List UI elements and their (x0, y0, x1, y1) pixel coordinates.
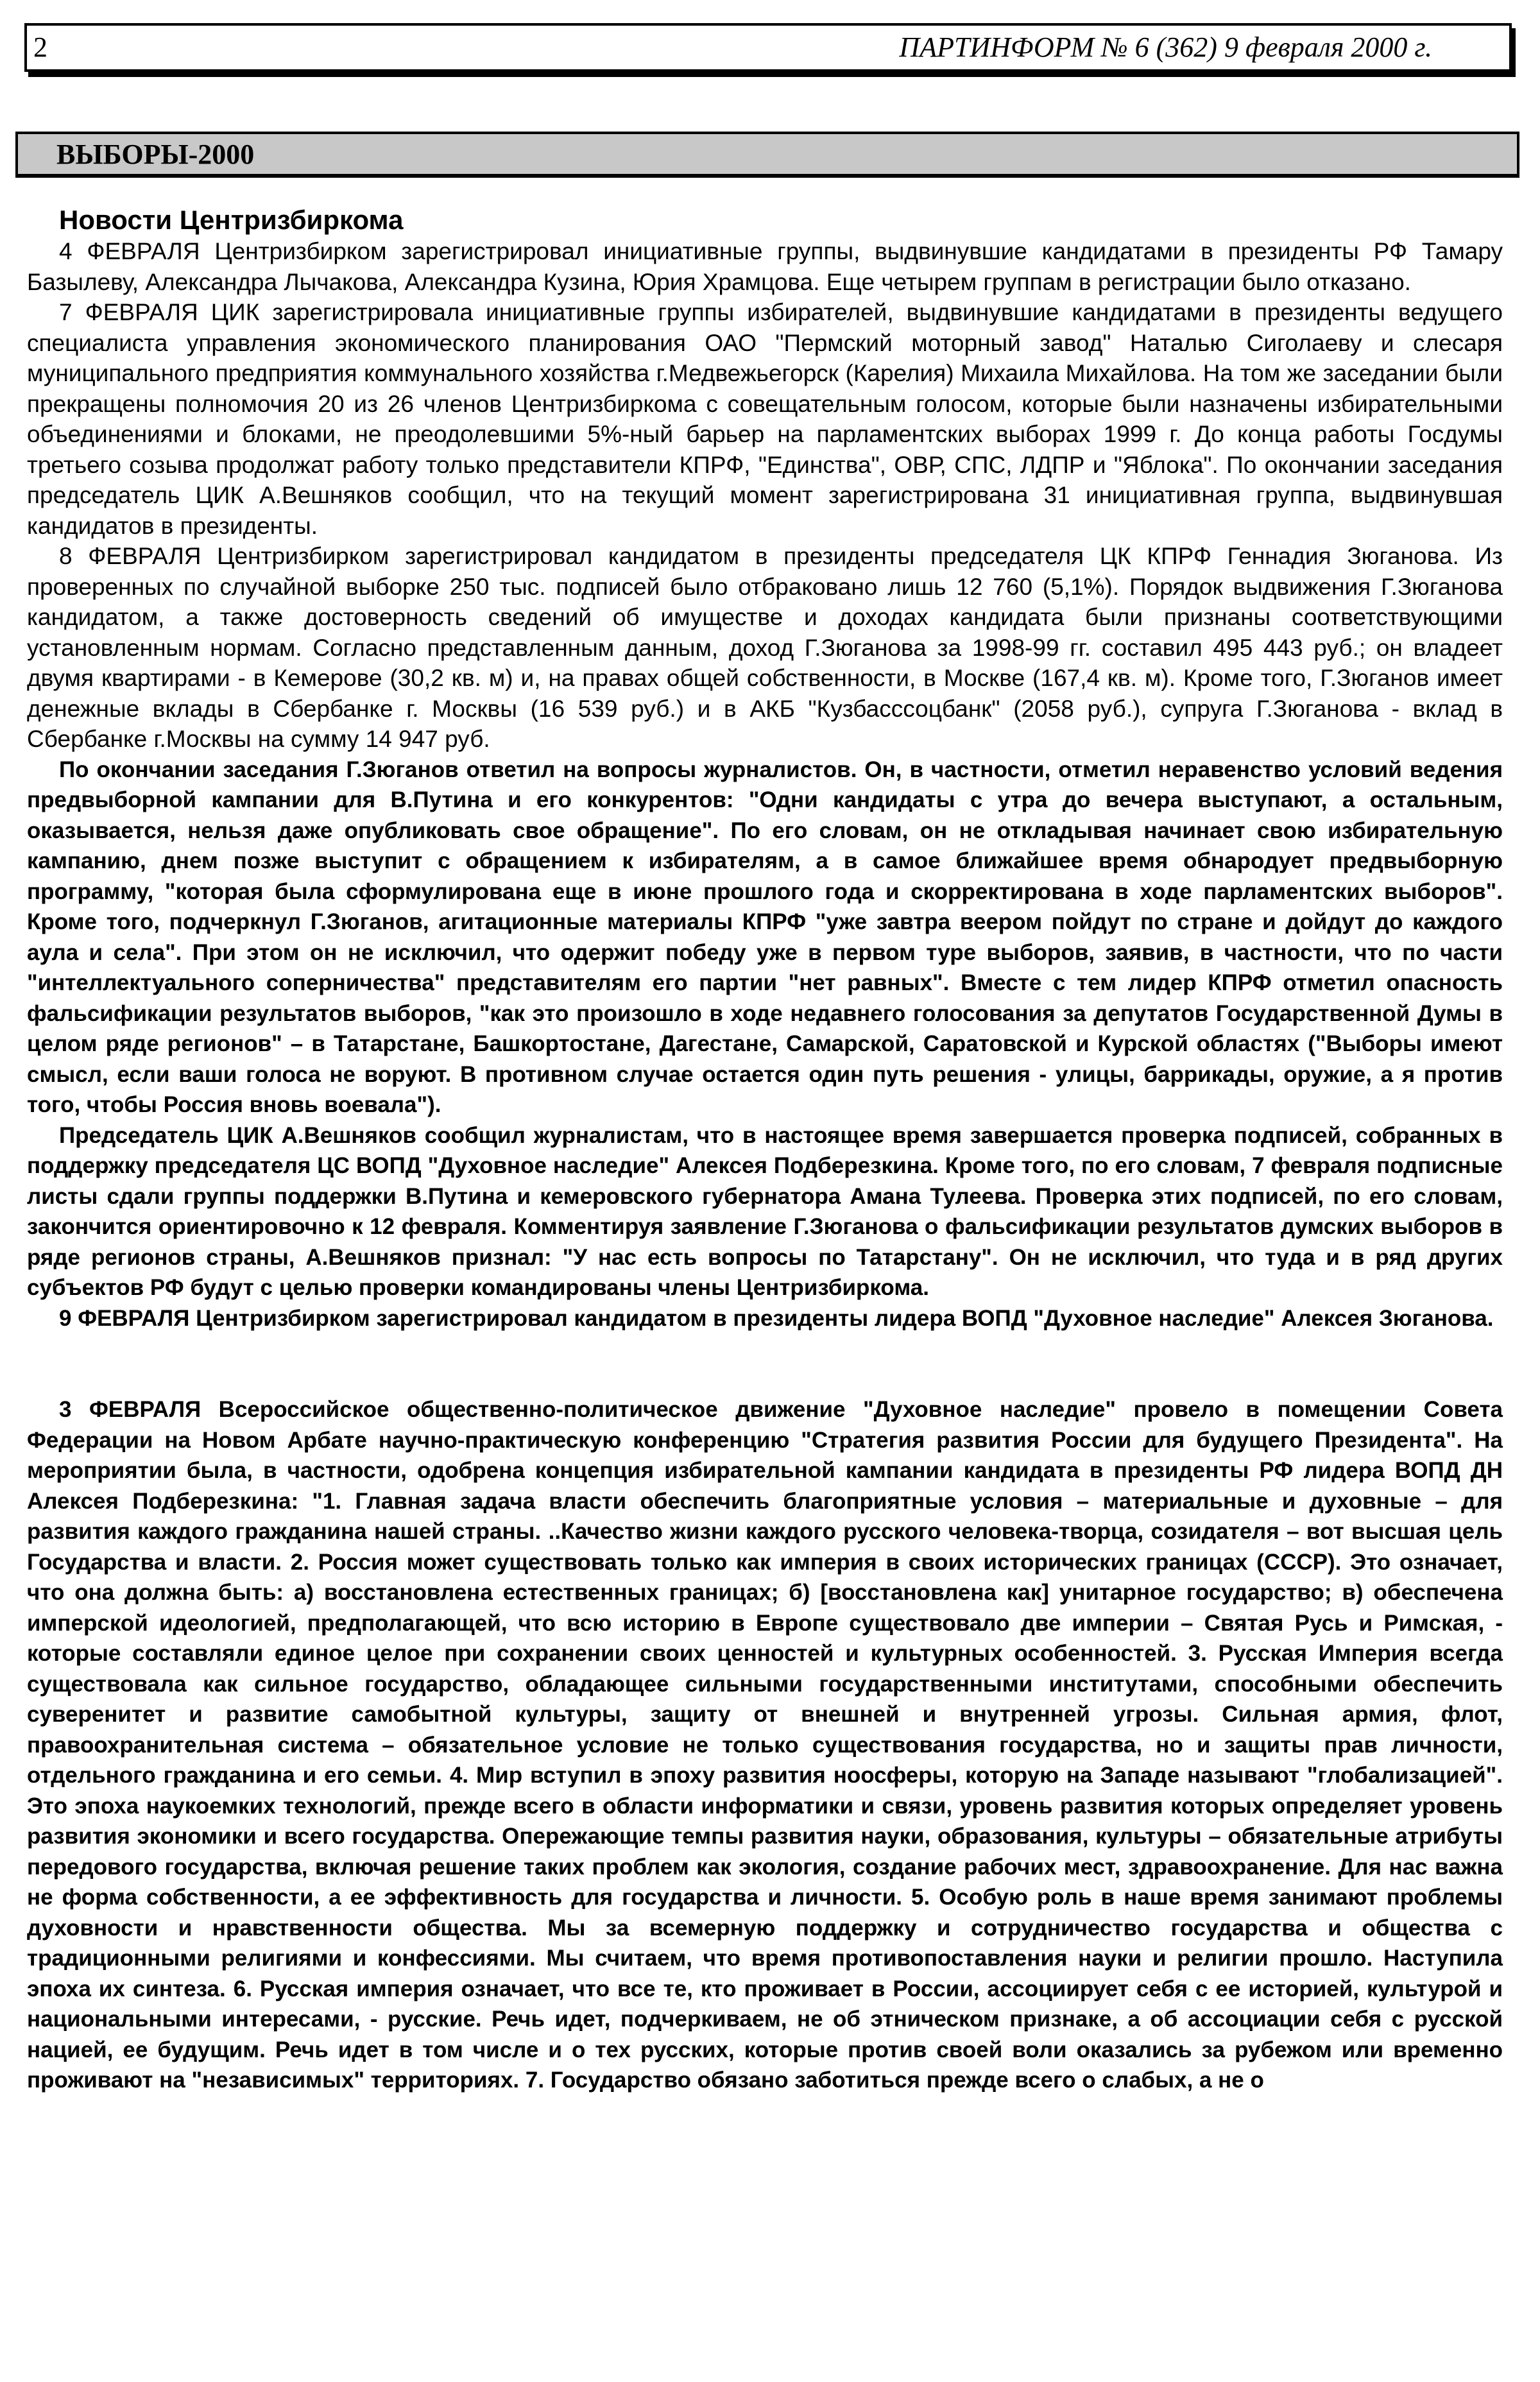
bold-paragraph: По окончании заседания Г.Зюганов ответил на вопросы журналистов. Он, в частности, отметил неравенство условий ведения предвыборной кампании для В.Путина и его конкурентов: "Одни кандидаты с утра до вечера выступают, а остальным, оказывается, нельзя даже опубликовать свое обращение". По его словам, он не откладывая начинает свою избирательную кампанию, днем позже выступит с обращением к избирателям, а в самое ближайшее время обнародует предвыборную программу, "которая была сформулирована еще в июне прошлого года и скорректирована в ходе парламентских выборов". Кроме того, подчеркнул Г.Зюганов, агитационные материалы КПРФ "уже завтра веером пойдут по стране и дойдут до каждого аула и села". При этом он не исключил, что одержит победу уже в первом туре выборов, заявив, в частности, что по части "интеллектуального соперничества" представителям его партии "нет равных". Вместе с тем лидер КПРФ отметил опасность фальсификации результатов выборов, "как это произошло в ходе недавнего голосования за депутатов Государственной Думы в целом ряде регионов" – в Татарстане, Башкортостане, Дагестане, Самарской, Саратовской и Курской областях ("Выборы имеют смысл, если ваши голоса не воруют. В противном случае остается один путь решения - улицы, баррикады, оружие, а я против того, чтобы Россия вновь воевала"). (27, 757, 1503, 1117)
bold-paragraph: Председатель ЦИК А.Вешняков сообщил журналистам, что в настоящее время завершается проверка подписей, собранных в поддержку председателя ЦС ВОПД "Духовное наследие" Алексея Подберезкина. Кроме того, по его словам, 7 февраля подписные листы сдали группы поддержки В.Путина и кемеровского губернатора Амана Тулеева. Проверка этих подписей, по его словам, закончится ориентировочно к 12 февраля. Комментируя заявление Г.Зюганова о фальсификации результатов думских выборов в ряде регионов страны, А.Вешняков признал: "У нас есть вопросы по Татарстану". Он не исключил, что туда и в ряд других субъектов РФ будут с целью проверки командированы члены Центризбиркома. (27, 1122, 1503, 1300)
section-title: Новости Центризбиркома (59, 205, 404, 235)
paragraph: 8 ФЕВРАЛЯ Центризбирком зарегистрировал кандидатом в президенты председателя ЦК КПРФ Геннадия Зюганова. Из проверенных по случайной выборке 250 тыс. подписей было отбраковано лишь 12 760 (5,1%). Порядок выдвижения Г.Зюганова кандидатом, а также достоверность сведений об имуществе и доходах кандидата были признаны соответствующими установленным нормам. Согласно представленным данным, доход Г.Зюганова за 1998-99 гг. составил 495 443 руб.; он владеет двумя квартирами - в Кемерове (30,2 кв. м) и, на правах общей собственности, в Москве (167,4 кв. м). Кроме того, Г.Зюганов имеет денежные вклады в Сбербанке г. Москвы (16 539 руб.) и в АКБ "Кузбасссоцбанк" (2058 руб.), супруга Г.Зюганова - вклад в Сбербанке г.Москвы на сумму 14 947 руб. (27, 543, 1503, 752)
paragraph: 7 ФЕВРАЛЯ ЦИК зарегистрировала инициативные группы избирателей, выдвинувшие кандидатами в президенты ведущего специалиста управления экономического планирования ОАО "Пермский моторный завод" Наталью Сиголаеву и слесаря муниципального предприятия коммунального хозяйства г.Медвежьегорск (Карелия) Михаила Михайлова. На том же заседании были прекращены полномочия 20 из 26 членов Центризбиркома с совещательным голосом, которые были назначены избирательными объединениями и блоками, не преодолевшими 5%-ный барьер на парламентских выборах 1999 г. До конца работы Госдумы третьего созыва продолжат работу только представители КПРФ, "Единства", ОВР, СПС, ЛДПР и "Яблока". По окончании заседания председатель ЦИК А.Вешняков сообщил, что на текущий момент зарегистрирована 31 инициативная группа, выдвинувшая кандидатов в президенты. (27, 299, 1503, 539)
article-body (27, 204, 1503, 2096)
page-header (24, 23, 1512, 72)
rubric-label: ВЫБОРЫ-2000 (56, 139, 255, 170)
spacer (27, 1333, 1503, 1394)
bold-paragraph: 9 ФЕВРАЛЯ Центризбирком зарегистрировал кандидатом в президенты лидера ВОПД "Духовное наследие" Алексея Зюганова. (59, 1305, 1494, 1331)
section-rubric (15, 132, 1519, 178)
page-number: 2 (33, 31, 47, 63)
publication-title: ПАРТИНФОРМ № 6 (362) 9 февраля 2000 г. (899, 31, 1432, 63)
article-paragraph: 3 ФЕВРАЛЯ Всероссийское общественно-политическое движение "Духовное наследие" провело в помещении Совета Федерации на Новом Арбате научно-практическую конференцию "Стратегия развития России для будущего Президента". На мероприятии была, в частности, одобрена концепция избирательной кампании кандидата в президенты РФ лидера ВОПД ДН Алексея Подберезкина: "1. Главная задача власти обеспечить благоприятные условия – материальные и духовные – для развития каждого гражданина нашей страны. ..Качество жизни каждого русского человека-творца, созидателя – вот высшая цель Государства и власти. 2. Россия может существовать только как империя в своих исторических границах (СССР). Это означает, что она должна быть: а) восстановлена естественных границах; б) [восстановлена как] унитарное государство; в) обеспечена имперской идеологией, предполагающей, что всю историю в Европе существовало две империи – Святая Русь и Римская, - которые составляли единое целое при сохранении своих ценностей и культурных особенностей. 3. Русская Империя всегда существовала как сильное государство, обладающее сильными государственными институтами, способными обеспечить суверенитет и развитие самобытной культуры, защиту от внешней и внутренней угрозы. Сильная армия, флот, правоохранительная система – обязательное условие не только существования государства, но и защиты прав личности, отдельного гражданина и его семьи. 4. Мир вступил в эпоху развития ноосферы, которую на Западе называют "глобализацией". Это эпоха наукоемких технологий, прежде всего в области информатики и связи, уровень развития которых определяет уровень развития экономики и всего государства. Опережающие темпы развития науки, образования, культуры – обязательные атрибуты передового государства, включая решение таких проблем как экология, создание рабочих мест, здравоохранение. Для нас важна не форма собственности, а ее эффективность для государства и личности. 5. Особую роль в наше время занимают проблемы духовности и нравственности общества. Мы за всемерную поддержку и сотрудничество государства и общества с традиционными религиями и конфессиями. Мы считаем, что время противопоставления науки и религии прошло. Наступила эпоха их синтеза. 6. Русская империя означает, что все те, кто проживает в России, ассоциирует себя с ее историей, культурой и национальными интересами, - русские. Речь идет, подчеркиваем, не об этническом признаке, а об ассоциации себя с русской нацией, ее будущим. Речь идет в том числе и о тех русских, которые против своей воли оказались за рубежом или временно проживают на "независимых" территориях. 7. Государство обязано заботиться прежде всего о слабых, а не о (27, 1397, 1503, 2093)
paragraph: 4 ФЕВРАЛЯ Центризбирком зарегистрировал инициативные группы, выдвинувшие кандидатами в президенты РФ Тамару Базылеву, Александра Лычакова, Александра Кузина, Юрия Храмцова. Еще четырем группам в регистрации было отказано. (27, 238, 1503, 295)
